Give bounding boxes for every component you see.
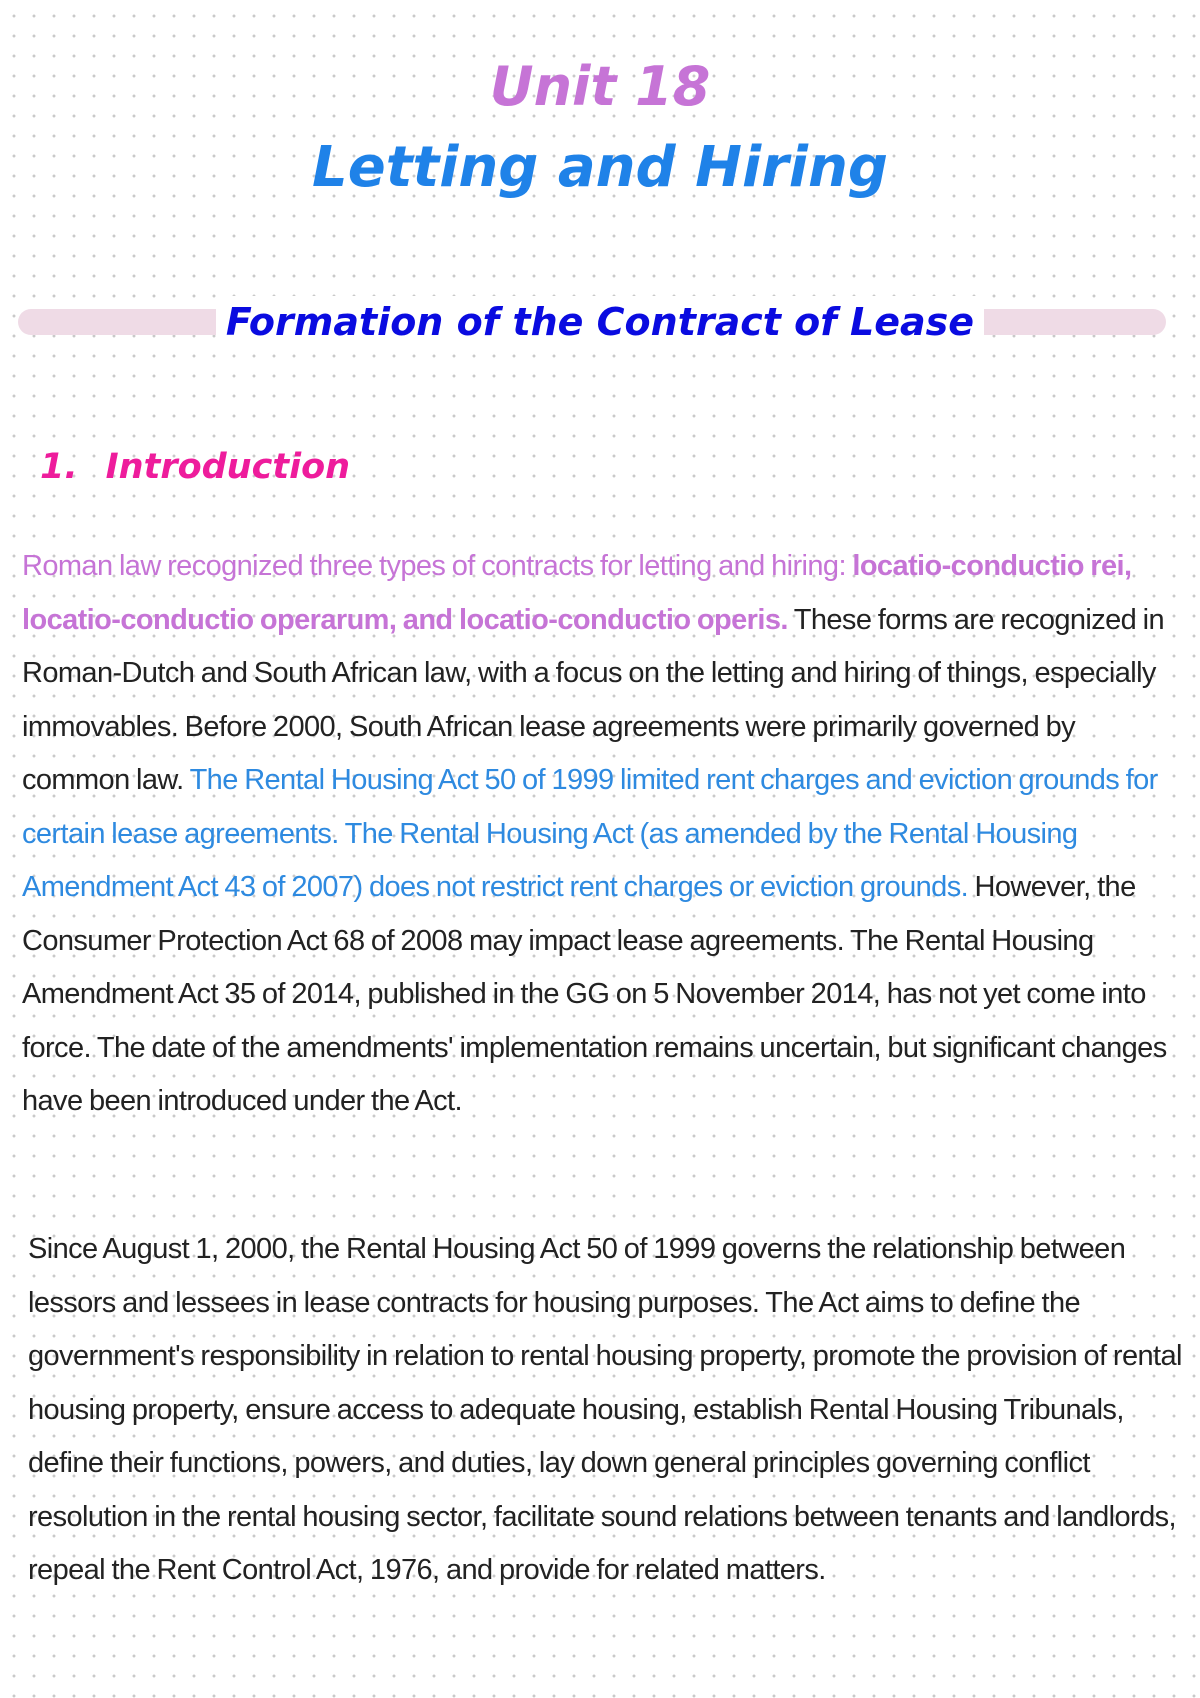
heading-text: Introduction	[105, 447, 351, 487]
recognition-text: These forms are recognized in Roman-Dutch and South African law, with a focus on the letting and hiring of things, especially immovables. Before 2000, South African lease agreements were primarily governed by common law.	[22, 603, 1165, 796]
consumer-protection-text: However, the Consumer Protection Act 68 of 2008 may impact lease agreements. The Rental Housing Amendment Act 35 of 2014, published in the GG on 5 November 2014, has not yet come into force. The date of the amendments' implementation remains uncertain, but significant changes have been introduced under the Act.	[22, 871, 1167, 1117]
section-heading	[0, 296, 1200, 348]
introduction-heading	[40, 442, 350, 492]
contract-types-text: locatio-conductio rei, locatio-conductio operarum, and locatio-conductio operis.	[22, 550, 1132, 636]
heading-number: 1.	[40, 447, 78, 487]
rental-housing-act-paragraph: Since August 1, 2000, the Rental Housing Act 50 of 1999 governs the relationship between lessors and lessees in lease contracts for housing purposes. The Act aims to define the government's responsibility in relation to rental housing property, promote the provision of rental housing property, ensure access to adequate housing, establish Rental Housing Tribunals, define their functions, powers, and duties, lay down general principles governing conflict resolution in the rental housing sector, facilitate sound relations between tenants and landlords, repeal the Rent Control Act, 1976, and provide for related matters.	[28, 1233, 1182, 1586]
unit-title: Unit 18	[489, 55, 711, 118]
unit-subtitle: Letting and Hiring	[312, 135, 888, 200]
section-title-text: Formation of the Contract of Lease	[216, 296, 984, 348]
roman-law-text: Roman law recognized three types of contracts for letting and hiring:	[22, 550, 853, 582]
introduction-paragraph	[22, 540, 1180, 1129]
rental-housing-act-text: The Rental Housing Act 50 of 1999 limited rent charges and eviction grounds for certain lease agreements. The Rental Housing Act (as amended by the Rental Housing Amendment Act 43 of 2007) does not restrict rent charges or eviction grounds.	[22, 764, 1158, 903]
